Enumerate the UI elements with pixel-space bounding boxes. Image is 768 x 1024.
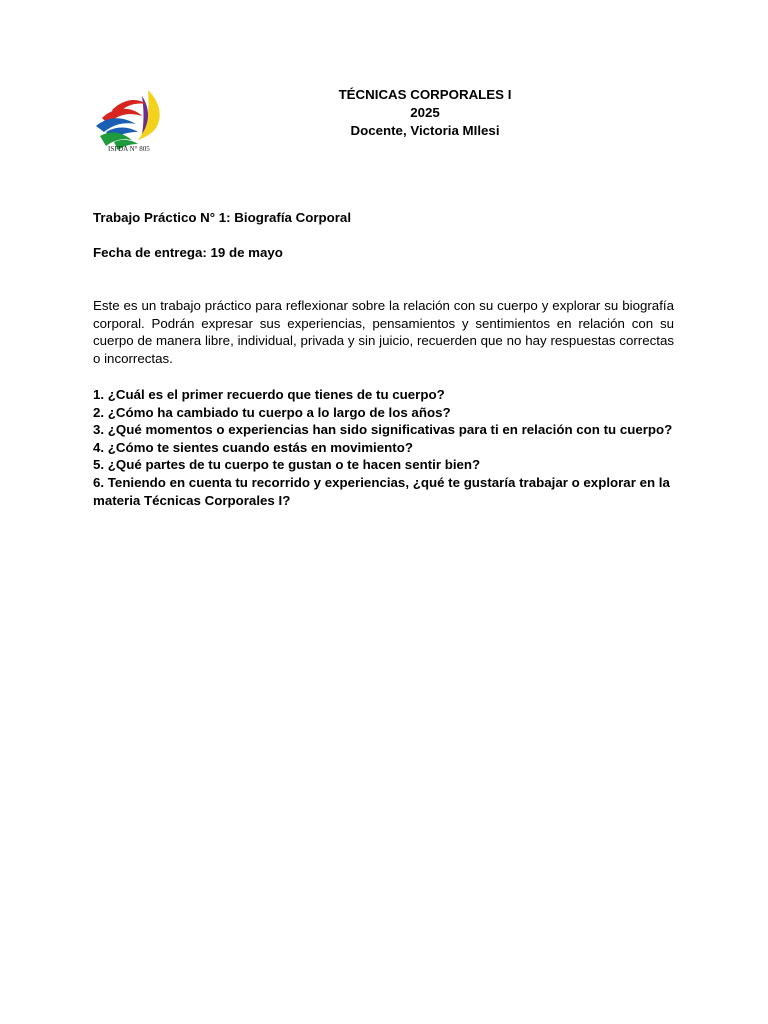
question-item: 4. ¿Cómo te sientes cuando estás en movimiento? [93, 439, 413, 455]
due-date: Fecha de entrega: 19 de mayo [93, 245, 283, 260]
logo-caption: ISFDA N° 805 [108, 145, 150, 153]
course-year: 2025 [410, 105, 440, 120]
course-title: TÉCNICAS CORPORALES I [338, 87, 512, 102]
document-header [0, 86, 768, 140]
question-item: 3. ¿Qué momentos o experiencias han sido significativas para ti en relación con tu cuerpo? [93, 422, 673, 438]
question-item: 1. ¿Cuál es el primer recuerdo que tienes de tu cuerpo? [93, 387, 445, 402]
intro-paragraph: Este es un trabajo práctico para reflexionar sobre la relación con su cuerpo y explorar su biografía corporal. Podrán expresar sus experiencias, pensamientos y sentimientos en relación con su cuerpo de manera libre, individual, privada y sin juicio, recuerden que no hay respuestas correctas o incorrectas. [93, 298, 674, 366]
question-item: 5. ¿Qué partes de tu cuerpo te gustan o te hacen sentir bien? [93, 457, 481, 473]
assignment-title: Trabajo Práctico N° 1: Biografía Corporal [93, 210, 352, 225]
question-list [93, 386, 683, 509]
question-item: 6. Teniendo en cuenta tu recorrido y experiencias, ¿qué te gustaría trabajar o explorar en la materia Técnicas Corporales I? [93, 474, 670, 508]
teacher-name: Docente, Victoria MIlesi [350, 123, 500, 138]
question-item: 2. ¿Cómo ha cambiado tu cuerpo a lo largo de los años? [93, 404, 451, 420]
